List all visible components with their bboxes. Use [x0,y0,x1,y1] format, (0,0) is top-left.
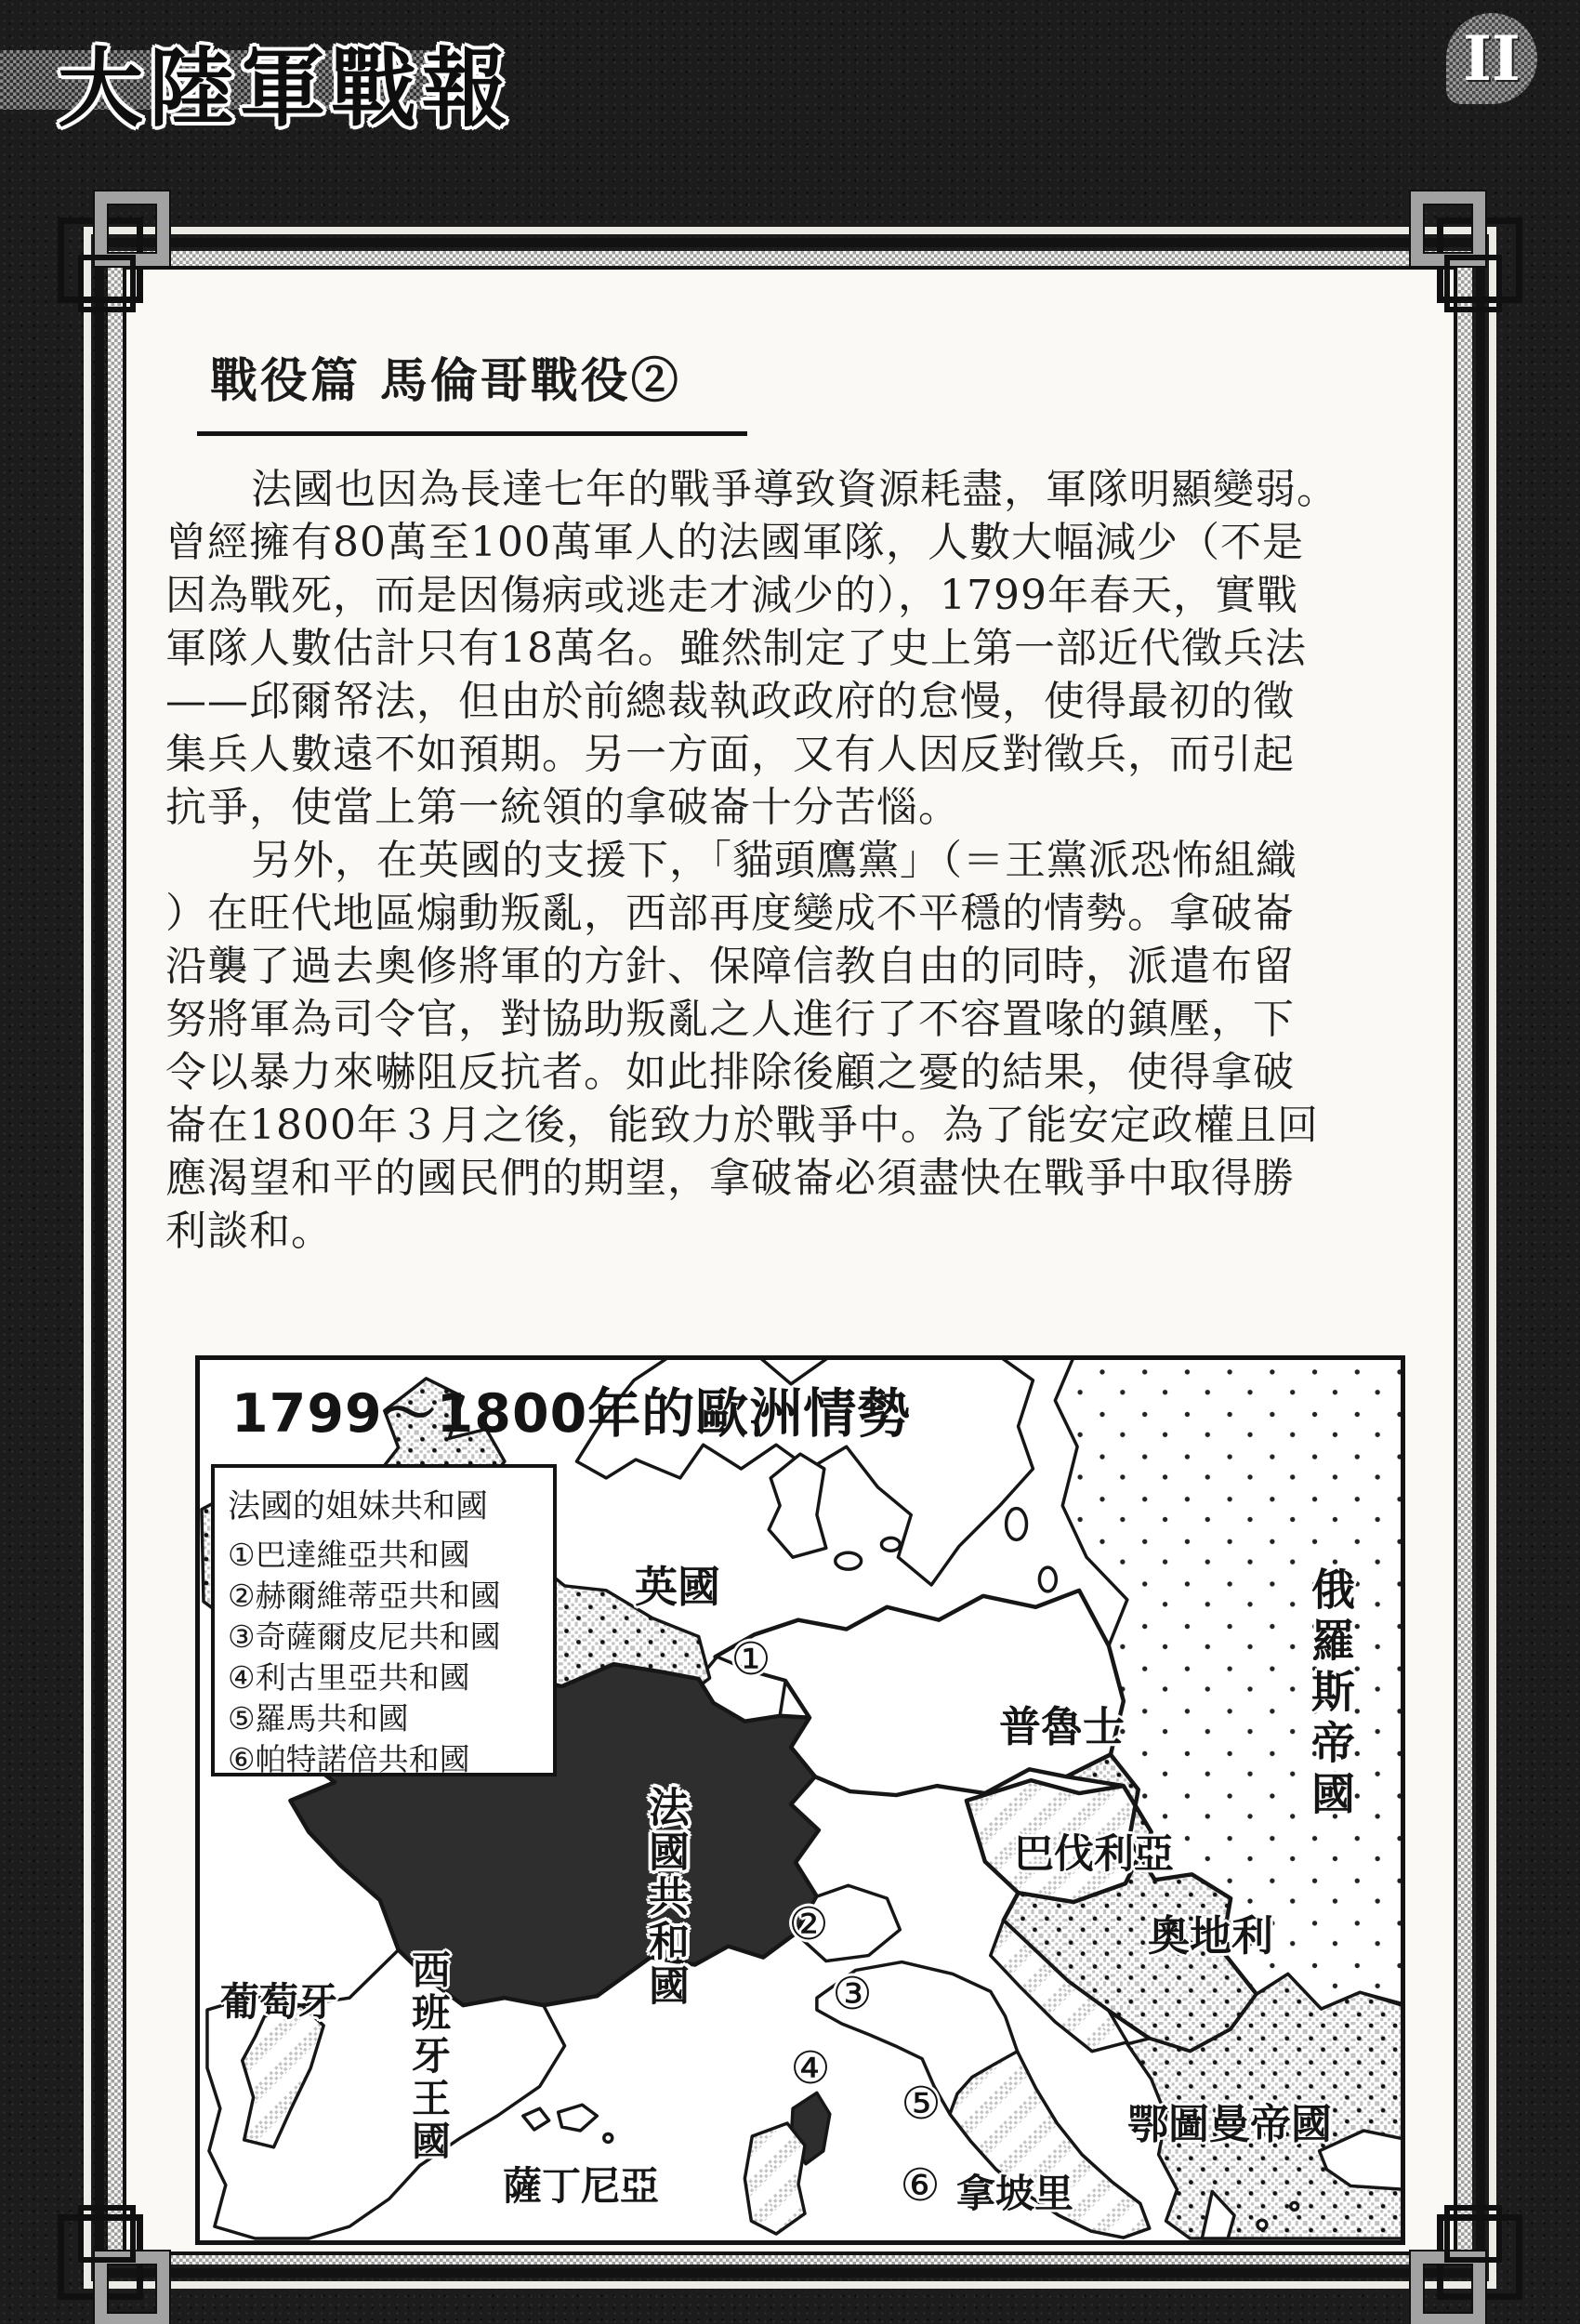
page-number-badge [1446,13,1537,104]
paragraph-line: 利談和。 [165,1208,333,1255]
label-sardinia: 薩丁尼亞 [503,2163,660,2209]
label-naples: 拿坡里 [956,2171,1074,2216]
paragraph-line: ——邱爾帑法，但由於前總裁執政政府的怠慢，使得最初的徵 [165,678,1295,725]
paragraph-line: 抗爭，使當上第一統領的拿破崙十分苦惱。 [165,784,960,831]
marker-helvetia: ② [788,1898,829,1950]
legend-item: ④利古里亞共和國 [228,1659,470,1696]
paragraph-line: 另外，在英國的支援下，「貓頭鷹黨」（＝王黨派恐怖組織 [251,837,1297,884]
label-austria: 奧地利 [1148,1911,1274,1961]
article-heading: 戰役篇 馬倫哥戰役② [210,353,681,409]
balearic-island [604,2133,612,2142]
legend-item: ①巴達維亞共和國 [228,1537,470,1573]
label-prussia: 普魯士 [999,1702,1126,1751]
legend-item: ⑥帕特諾倍共和國 [228,1741,470,1777]
corner-ornament-bottom-left [52,2183,201,2324]
marker-parthenope: ⑥ [900,2159,941,2212]
corner-ornament-top-left [52,186,201,335]
paragraph-line: 軍隊人數估計只有18萬名。雖然制定了史上第一部近代徵兵法 [165,625,1307,672]
map-legend [211,1464,557,1776]
page-number: II [1463,22,1521,95]
marker-rome: ⑤ [901,2078,941,2130]
marker-batavia: ① [731,1633,771,1685]
marker-liguria: ④ [790,2042,831,2094]
label-russia: 俄羅斯帝國 [1304,1566,1355,1822]
paragraph-line: 集兵人數遠不如預期。另一方面，又有人因反對徵兵，而引起 [165,731,1295,778]
region-sardinia [744,2123,805,2234]
europe-map [195,1355,1405,2245]
paragraph-line: 曾經擁有80萬至100萬軍人的法國軍隊，人數大幅減少（不是 [165,519,1304,566]
paragraph-line: 應渴望和平的國民們的期望，拿破崙必須盡快在戰爭中取得勝 [165,1155,1295,1202]
masthead-title: 大陸軍戰報 [58,39,514,139]
article-body [165,463,1405,1258]
paragraph-line: 崙在1800年３月之後，能致力於戰爭中。為了能安定政權且回 [165,1102,1319,1149]
label-france: 法國共和國 [641,1786,689,2009]
heading-underline [197,431,747,436]
label-portugal: 葡萄牙 [220,1979,338,2025]
marker-cisalpine: ③ [832,1968,873,2020]
legend-item: ③奇薩爾皮尼共和國 [228,1618,501,1655]
legend-item: ⑤羅馬共和國 [228,1700,409,1736]
label-spain: 西班牙王國 [406,1949,452,2163]
aegean-island [1257,2220,1267,2229]
corner-ornament-bottom-right [1379,2183,1528,2324]
map-title: 1799～1800年的歐洲情勢 [231,1383,912,1445]
paragraph-line: 令以暴力來嚇阻反抗者。如此排除後顧之憂的結果，使得拿破 [165,1049,1295,1096]
paragraph-line: ）在旺代地區煽動叛亂，西部再度變成不平穩的情勢。拿破崙 [165,890,1295,937]
paragraph-line: 因為戰死，而是因傷病或逃走才減少的），1799年春天，實戰 [165,572,1298,619]
aegean-island [1291,2202,1298,2210]
legend-item: ②赫爾維蒂亞共和國 [228,1578,501,1614]
corner-ornament-top-right [1379,186,1528,335]
label-bavaria: 巴伐利亞 [1014,1831,1174,1878]
paragraph-line: 努將軍為司令官，對協助叛亂之人進行了不容置喙的鎮壓，下 [165,996,1295,1043]
paragraph-line: 沿襲了過去奧修將軍的方針、保障信教自由的同時，派遣布留 [165,943,1295,990]
paragraph-line: 法國也因為長達七年的戰爭導致資源耗盡，軍隊明顯變弱。 [251,466,1338,513]
label-britain: 英國 [635,1562,720,1612]
legend-header: 法國的姐妹共和國 [228,1488,489,1525]
label-ottoman: 鄂圖曼帝國 [1127,2101,1332,2148]
